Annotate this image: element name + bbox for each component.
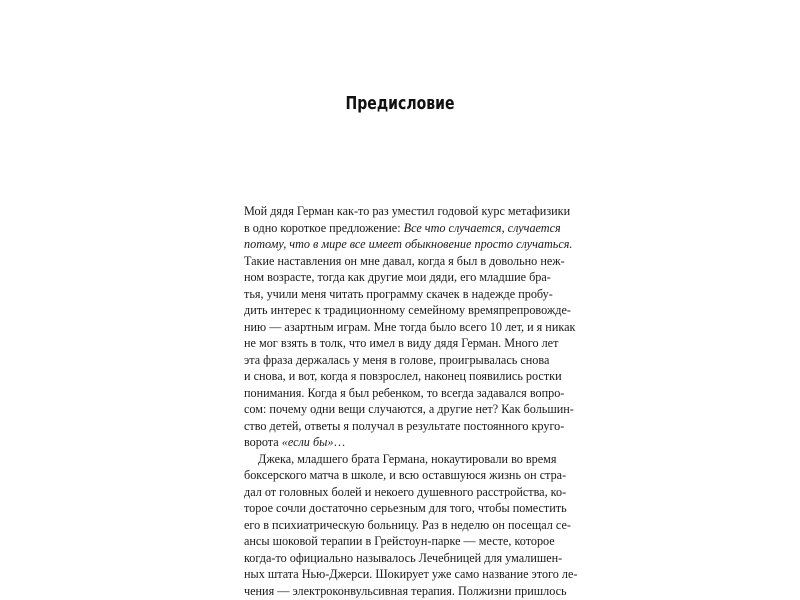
italic-text: потому, что в мире все имеет обыкновение просто случаться. <box>244 237 573 251</box>
text-run: понимания. Когда я был ребенком, то всегда задавался вопро- <box>244 385 565 400</box>
text-run: нию — азартным играм. Мне тогда было всего 10 лет, и я никак <box>244 319 576 334</box>
text-run: боксерского матча в школе, и всю оставшуюся жизнь он стра- <box>244 468 567 482</box>
text-run: ансы шоковой терапии в Грейстоун-парке — месте, которое <box>244 534 555 548</box>
text-line <box>244 434 536 451</box>
text-run: ном возрасте, тогда как другие мои дяди, его младшие бра- <box>244 270 551 284</box>
text-line <box>244 253 565 270</box>
text-line <box>244 418 565 435</box>
text-line <box>244 335 559 352</box>
text-run: дал от головных болей и некоего душевного расстройства, ко- <box>244 484 567 499</box>
text-line <box>244 517 571 534</box>
text-run: торое сочли достаточно серьезным для того, чтобы поместить <box>244 501 567 515</box>
text-run: в одно короткое предложение: <box>244 220 404 235</box>
text-run: дить интерес к традиционному семейному времяпрепровожде- <box>244 303 571 317</box>
text-run: Джека, младшего брата Германа, нокаутировали во время <box>258 451 557 466</box>
text-run: … <box>333 435 346 449</box>
text-line <box>244 451 557 468</box>
text-line <box>244 352 550 369</box>
italic-text: «если бы» <box>281 435 334 449</box>
text-run: чения — электроконвульсивная терапия. Полжизни пришлось <box>244 583 567 598</box>
chapter-title: Предисловие <box>345 93 455 114</box>
text-run: тья, учили меня читать программу скачек в надежде пробу- <box>244 286 553 301</box>
text-run: эта фраза держалась у меня в голове, проигрывалась снова <box>244 352 550 367</box>
text-line <box>244 500 567 517</box>
text-line <box>244 484 567 501</box>
text-line <box>244 583 567 600</box>
text-line <box>244 385 565 402</box>
text-line <box>244 566 578 583</box>
text-run: не мог взять в толк, что имел в виду дядя Герман. Много лет <box>244 336 559 350</box>
text-line <box>244 368 562 385</box>
text-run: Мой дядя Герман как-то раз уместил годовой курс метафизики <box>244 204 571 218</box>
text-run: когда-то официально называлось Лечебницей для умалишен- <box>244 550 563 565</box>
text-run: его в психиатрическую больницу. Раз в неделю он посещал се- <box>244 517 571 532</box>
text-line <box>244 319 576 336</box>
text-line <box>244 236 573 253</box>
text-line <box>244 467 567 484</box>
italic-text: Все что случается, случается <box>403 220 561 235</box>
text-line <box>244 220 561 237</box>
text-line <box>244 533 555 550</box>
text-line <box>244 269 551 286</box>
body-text <box>244 203 578 599</box>
text-line <box>244 302 571 319</box>
text-line <box>244 401 574 418</box>
text-run: и снова, и вот, когда я повзрослел, наконец появились ростки <box>244 369 562 383</box>
text-run: Такие наставления он мне давал, когда я был в довольно неж- <box>244 253 565 268</box>
text-run: ных штата Нью-Джерси. Шокирует уже само название этого ле- <box>244 567 578 581</box>
text-run: сом: почему одни вещи случаются, а другие нет? Как большин- <box>244 402 574 416</box>
text-line <box>244 203 571 220</box>
text-run: ворота <box>244 435 282 449</box>
text-run: ство детей, ответы я получал в результате постоянного круго- <box>244 418 565 433</box>
text-line <box>244 286 553 303</box>
text-line <box>244 550 563 567</box>
